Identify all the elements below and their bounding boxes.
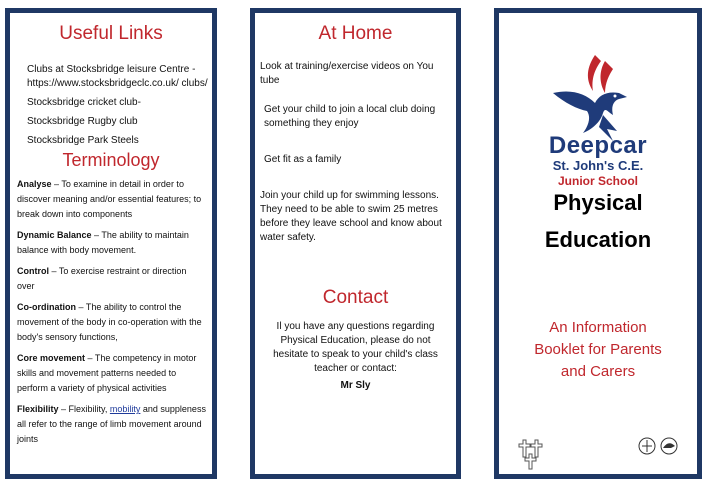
term-definition: – The ability to maintain balance with body movement. [17,230,189,255]
term-definition: – To examine in detail in order to discover meaning and/or essential features; to break down into components [17,179,202,219]
term-item [17,351,206,396]
link-item[interactable]: Clubs at Stocksbridge leisure Centre - https://www.stocksbridgeclc.co.uk/ clubs/ [27,64,208,89]
booklet-subtitle [499,317,697,383]
home-tip: Get your child to join a local club doing something they enjoy [264,104,436,129]
term-definition: – The competency in motor skills and movement patterns needed to perform a variety of physical activities [17,353,197,393]
term-item [17,264,206,294]
term-name: Analyse [17,179,52,189]
terminology-heading: Terminology [62,150,160,170]
term-definition: and suppleness all refer to the range of limb movement around joints [17,404,206,444]
term-item [17,177,206,222]
term-definition: – To exercise restraint or direction over [17,266,187,291]
home-tip: Join your child up for swimming lessons. They need to be able to swim 25 metres before they leave school and know about water safety. [260,190,442,243]
link-item: Stocksbridge cricket club- [27,97,141,108]
link-item: Stocksbridge Park Steels [27,135,139,146]
subtitle-line: Booklet for Parents [534,341,662,358]
link-item: Stocksbridge Rugby club [27,116,138,127]
home-tip: Look at training/exercise videos on You tube [260,61,434,86]
term-definition: – The ability to control the movement of the body in co-operation with the body's sensory functions, [17,302,202,342]
useful-links-panel [5,8,217,479]
term-name: Core movement [17,353,86,363]
mobility-link[interactable]: mobility [109,404,141,414]
term-name: Co-ordination [17,302,76,312]
term-name: Flexibility [17,404,59,414]
cover-panel [494,8,702,479]
term-item [17,402,206,447]
term-definition: – Flexibility, [58,404,110,414]
at-home-panel [250,8,461,479]
contact-heading: Contact [322,287,389,308]
diocese-crosses-logo-icon [513,436,549,472]
home-tip: Get fit as a family [264,154,342,165]
contact-text: Il you have any questions regarding Physical Education, please do not hesitate to speak to your child's class teacher or contact: [273,321,438,374]
term-name: Control [17,266,49,276]
terminology-list [17,177,206,447]
contact-name: Mr Sly [340,380,371,391]
useful-links-list [27,63,212,148]
term-item [17,300,206,345]
booklet-title-line-2: Education [544,227,652,252]
eagle-logo-icon [547,53,651,143]
school-name-line-2: St. John's C.E. [552,158,644,173]
useful-links-heading: Useful Links [59,23,163,44]
subtitle-line: An Information [549,319,647,336]
booklet-title-line-1: Physical [553,190,643,215]
school-name-line-1: Deepcar [548,132,648,159]
at-home-heading: At Home [318,23,393,44]
school-name-line-3: Junior School [557,174,638,188]
subtitle-line: and Carers [560,363,636,380]
term-name: Dynamic Balance [17,230,92,240]
term-item [17,228,206,258]
school-crest-logo-icon [631,436,687,476]
